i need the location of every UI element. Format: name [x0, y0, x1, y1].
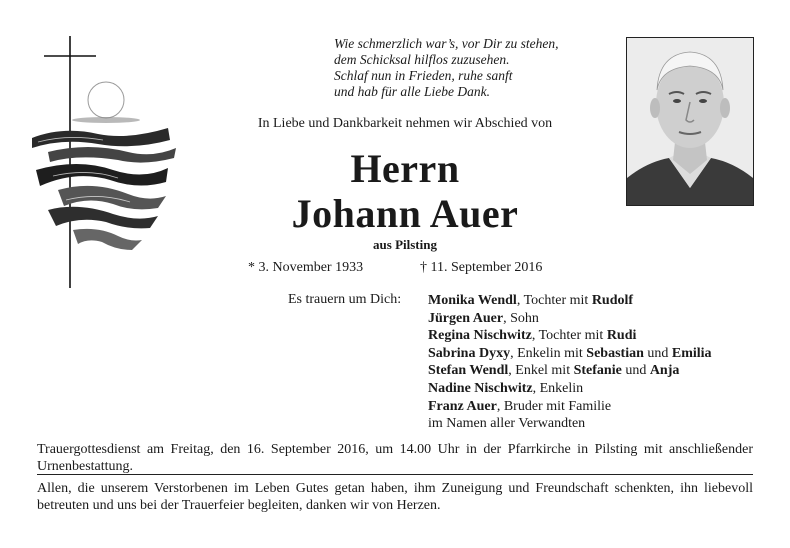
mourners-list: [428, 292, 712, 433]
deceased-name: Johann Auer: [291, 191, 519, 236]
sunset-landscape-illustration: [32, 82, 176, 250]
poem: [334, 36, 624, 100]
mourner-name: Stefan Wendl: [428, 363, 509, 379]
mourner-name: Franz Auer: [428, 398, 497, 414]
salutation: Herrn: [350, 146, 460, 191]
poem-line: dem Schicksal hilflos zuzusehen.: [334, 52, 510, 67]
mourner-name: Jürgen Auer: [428, 310, 504, 326]
cross-icon: [18, 30, 188, 300]
mourner-relation: , Tochter mit: [516, 293, 592, 308]
mourner-partner: Rudi: [606, 328, 637, 344]
death-date: † 11. September 2016: [420, 260, 543, 275]
list-item: [428, 310, 712, 328]
mourner-relation: , Sohn: [503, 310, 539, 326]
list-item: [428, 362, 712, 380]
mourner-relation: , Bruder mit Familie: [496, 398, 612, 414]
mourner-conjunction: und: [643, 345, 672, 361]
mourner-partner: Sebastian: [586, 345, 644, 361]
mourner-conjunction: und: [621, 363, 650, 379]
mourner-relation: , Enkel mit: [508, 363, 574, 379]
mourner-name: Nadine Nischwitz: [428, 380, 533, 396]
mourner-relation: , Enkelin: [532, 380, 584, 396]
mourners-label: Es trauern um Dich:: [288, 292, 402, 307]
birth-date: * 3. November 1933: [248, 260, 364, 275]
mourner-partner: Rudolf: [591, 293, 634, 308]
list-item: [428, 345, 712, 363]
list-item: [428, 327, 712, 345]
poem-line: Wie schmerzlich war’s, vor Dir zu stehen,: [334, 36, 559, 51]
mourner-relation: , Tochter mit: [531, 328, 607, 344]
mourners-closing: im Namen aller Verwandten: [428, 416, 586, 432]
mourner-name: Monika Wendl: [428, 293, 517, 308]
mourner-partner-2: Emilia: [671, 345, 712, 361]
farewell-line: In Liebe und Dankbarkeit nehmen wir Abschied von: [257, 116, 553, 131]
list-item: [428, 380, 712, 398]
divider: [37, 474, 753, 475]
mourner-name: Sabrina Dyxy: [428, 345, 511, 361]
service-info: Trauergottesdienst am Freitag, den 16. September 2016, um 14.00 Uhr in der Pfarrkirche in Pilsting mit anschließender Urnenbestattung.: [37, 442, 753, 474]
poem-line: Schlaf nun in Frieden, ruhe sanft: [334, 68, 513, 83]
thanks-text: Allen, die unserem Verstorbenen im Leben Gutes getan haben, ihm Zuneigung und Freundschaft schenkten, ihn liebevoll betreuten und uns bei der Trauerfeier begleiten, danken wir von Herzen.: [37, 481, 753, 513]
list-item: [428, 398, 712, 416]
list-item: [428, 292, 712, 310]
origin: aus Pilsting: [373, 237, 437, 252]
poem-line: und hab für alle Liebe Dank.: [334, 84, 490, 99]
mourner-partner: Stefanie: [573, 363, 622, 379]
mourner-relation: , Enkelin mit: [510, 345, 587, 361]
mourner-name: Regina Nischwitz: [428, 328, 532, 344]
mourner-partner-2: Anja: [649, 363, 680, 379]
